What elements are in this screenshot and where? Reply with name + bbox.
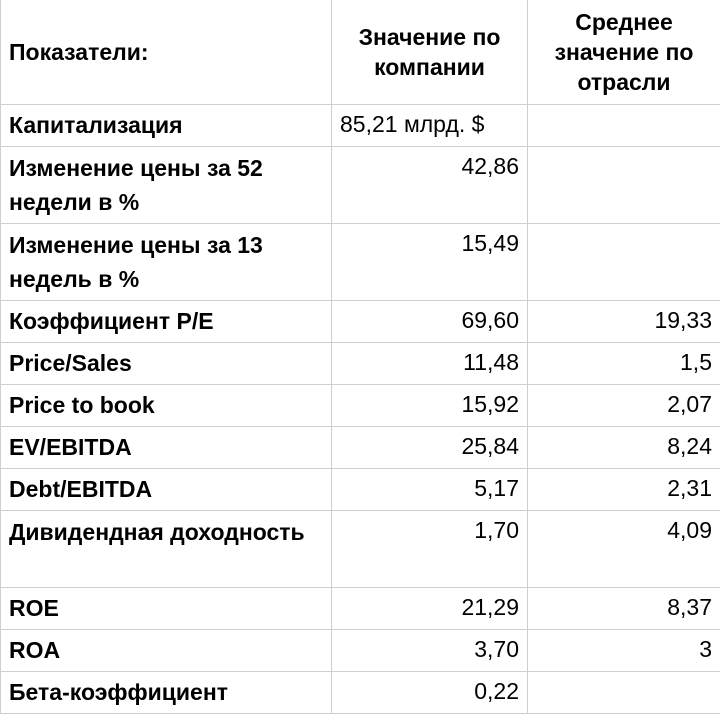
row-label: Debt/EBITDA [1,468,332,510]
company-value: 42,86 [332,146,528,223]
company-value: 11,48 [332,342,528,384]
industry-value: 3 [528,629,720,671]
industry-value [528,146,720,223]
header-indicator: Показатели: [1,0,332,104]
company-value: 25,84 [332,426,528,468]
header-row [1,0,720,104]
row-label: Дивидендная доходность [1,510,332,587]
row-label: Капитализация [1,104,332,146]
industry-value [528,671,720,713]
industry-value: 19,33 [528,300,720,342]
industry-value [528,104,720,146]
header-company-value: Значение по компании [332,0,528,104]
company-value: 69,60 [332,300,528,342]
row-label: ROE [1,587,332,629]
row-label: Изменение цены за 52 недели в % [1,146,332,223]
company-value: 0,22 [332,671,528,713]
row-label: Коэффициент P/E [1,300,332,342]
table-row [1,468,720,510]
industry-value: 2,07 [528,384,720,426]
company-value: 21,29 [332,587,528,629]
row-label: EV/EBITDA [1,426,332,468]
table-row [1,629,720,671]
industry-value: 4,09 [528,510,720,587]
header-industry-average: Среднее значение по отрасли [528,0,720,104]
table-row [1,671,720,713]
industry-value: 1,5 [528,342,720,384]
company-value: 5,17 [332,468,528,510]
table-row [1,146,720,223]
table-row [1,104,720,146]
industry-value: 8,37 [528,587,720,629]
table-row [1,342,720,384]
row-label: Price to book [1,384,332,426]
industry-value [528,223,720,300]
company-value: 3,70 [332,629,528,671]
company-value: 15,92 [332,384,528,426]
table-row [1,587,720,629]
table-row [1,426,720,468]
company-value: 15,49 [332,223,528,300]
row-label: ROA [1,629,332,671]
company-value: 85,21 млрд. $ [332,104,528,146]
row-label: Изменение цены за 13 недель в % [1,223,332,300]
row-label: Price/Sales [1,342,332,384]
industry-value: 8,24 [528,426,720,468]
industry-value: 2,31 [528,468,720,510]
row-label: Бета-коэффициент [1,671,332,713]
company-value: 1,70 [332,510,528,587]
table-row [1,384,720,426]
table-row [1,510,720,587]
table-row [1,300,720,342]
table-row [1,223,720,300]
